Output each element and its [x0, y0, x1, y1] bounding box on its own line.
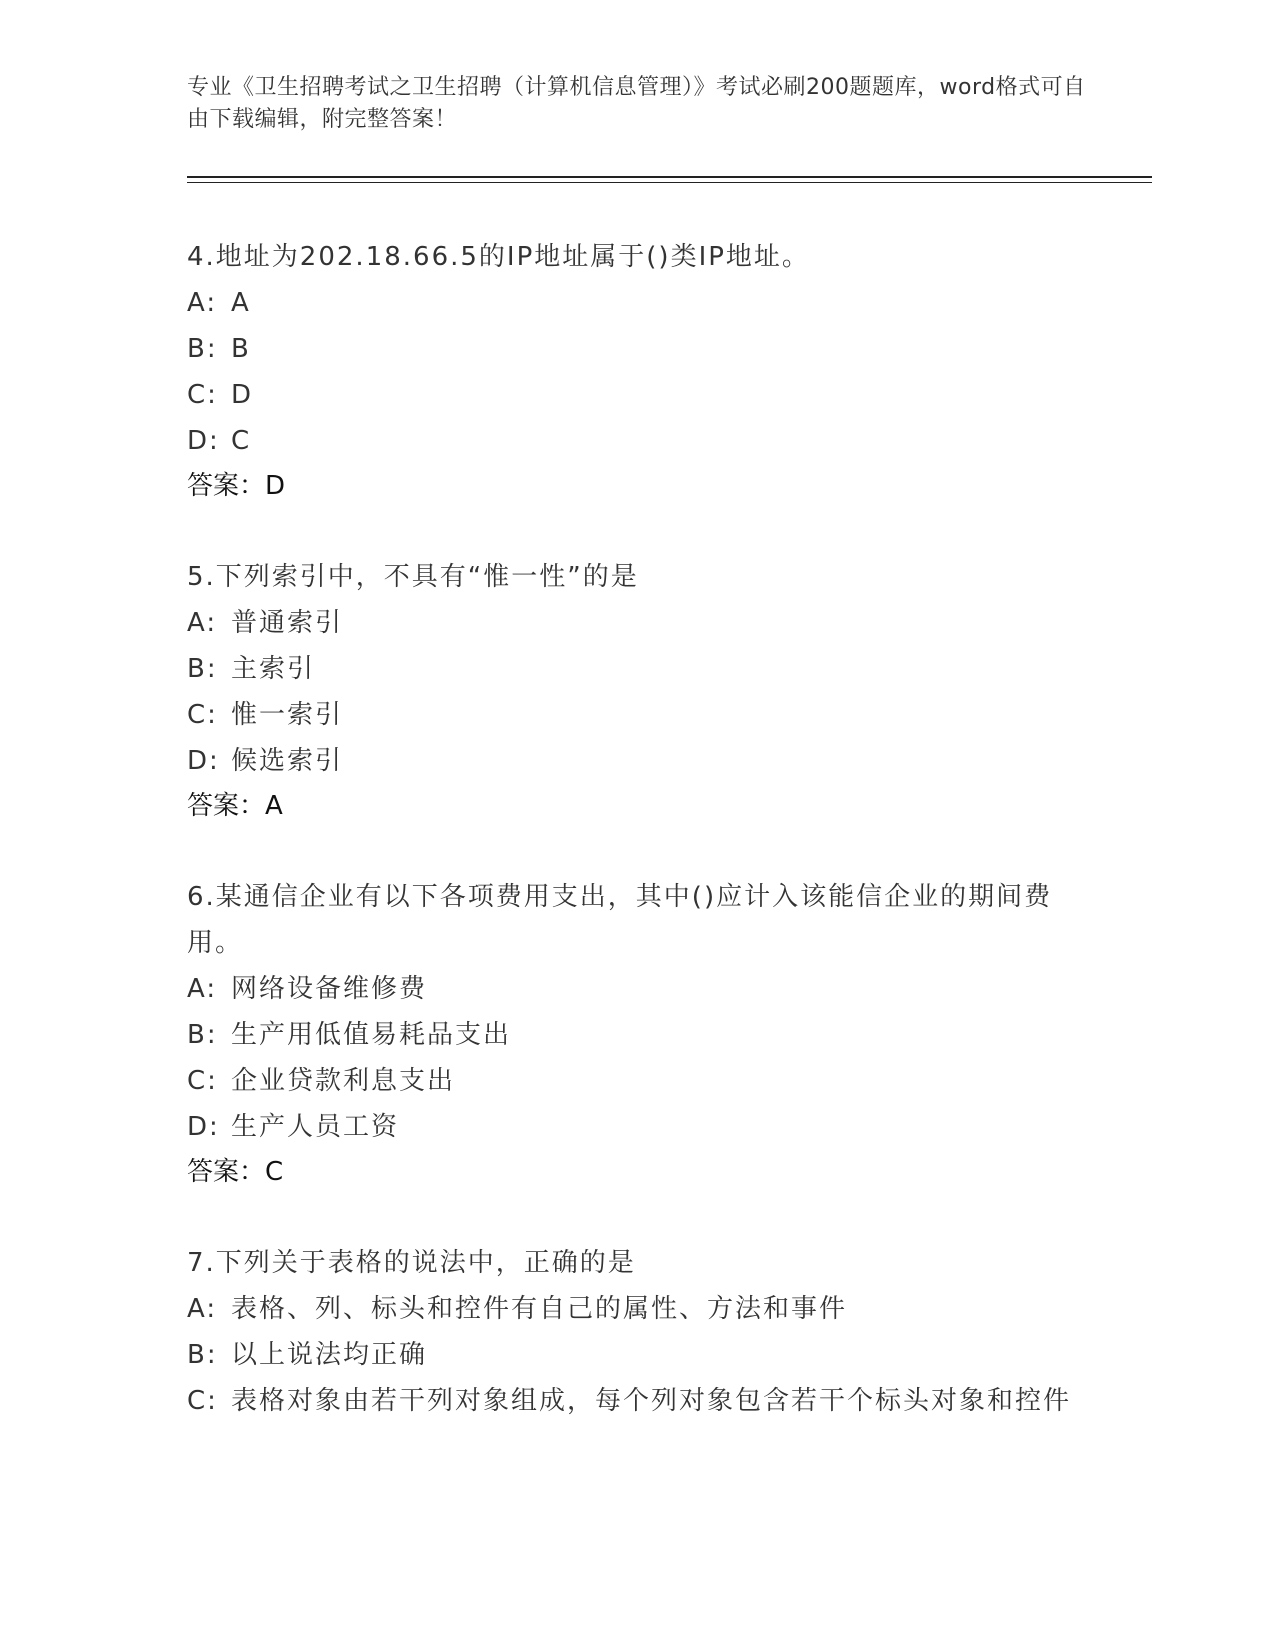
option-b [187, 1012, 1087, 1058]
option-text: C [231, 426, 252, 456]
option-text: 生产用低值易耗品支出 [231, 1020, 512, 1050]
question-block [187, 1240, 1087, 1424]
option-key: C: [187, 1066, 218, 1096]
question-block [187, 554, 1087, 828]
option-c [187, 1378, 1087, 1424]
option-key: A: [187, 974, 218, 1004]
option-text: 主索引 [231, 654, 316, 684]
header-divider-thin [187, 182, 1152, 183]
question-stem: 6.某通信企业有以下各项费用支出，其中()应计入该能信企业的期间费用。 [187, 882, 1053, 958]
question-block [187, 234, 1087, 508]
option-a [187, 966, 1087, 1012]
option-b [187, 646, 1087, 692]
option-key: D: [187, 1112, 220, 1142]
option-key: C: [187, 700, 218, 730]
question-block [187, 874, 1087, 1194]
question-stem: 5.下列索引中，不具有“惟一性”的是 [187, 562, 639, 592]
answer-label: 答案：A [187, 791, 283, 821]
option-c [187, 1058, 1087, 1104]
option-key: B: [187, 1020, 218, 1050]
option-c [187, 692, 1087, 738]
option-key: A: [187, 1294, 218, 1324]
question-stem: 7.下列关于表格的说法中，正确的是 [187, 1248, 636, 1278]
header-divider-thick [187, 176, 1152, 178]
option-text: 普通索引 [231, 608, 344, 638]
option-key: D: [187, 426, 220, 456]
option-text: 表格对象由若干列对象组成，每个列对象包含若干个标头对象和控件 [231, 1386, 1072, 1416]
option-d [187, 418, 1087, 464]
option-text: 生产人员工资 [231, 1112, 400, 1142]
document-header [187, 72, 1087, 136]
option-key: B: [187, 334, 218, 364]
option-text: 网络设备维修费 [231, 974, 428, 1004]
header-title: 专业《卫生招聘考试之卫生招聘（计算机信息管理）》考试必刷200题题库，word格式可自由下载编辑，附完整答案！ [187, 75, 1086, 132]
option-d [187, 1104, 1087, 1150]
option-d [187, 738, 1087, 784]
answer-label: 答案：C [187, 1157, 284, 1187]
option-key: B: [187, 1340, 218, 1370]
option-text: 候选索引 [231, 746, 344, 776]
option-key: A: [187, 608, 218, 638]
option-a [187, 600, 1087, 646]
option-c [187, 372, 1087, 418]
option-text: 以上说法均正确 [231, 1340, 428, 1370]
option-key: C: [187, 1386, 218, 1416]
option-text: 企业贷款利息支出 [231, 1066, 456, 1096]
option-text: 惟一索引 [231, 700, 344, 730]
option-text: D [231, 380, 254, 410]
option-text: B [231, 334, 251, 364]
option-a [187, 280, 1087, 326]
option-text: A [231, 288, 251, 318]
option-key: D: [187, 746, 220, 776]
option-b [187, 326, 1087, 372]
option-key: A: [187, 288, 218, 318]
option-key: C: [187, 380, 218, 410]
option-a [187, 1286, 1087, 1332]
option-b [187, 1332, 1087, 1378]
option-key: B: [187, 654, 218, 684]
option-text: 表格、列、标头和控件有自己的属性、方法和事件 [231, 1294, 848, 1324]
question-stem: 4.地址为202.18.66.5的IP地址属于()类IP地址。 [187, 242, 810, 272]
answer-label: 答案：D [187, 471, 286, 501]
